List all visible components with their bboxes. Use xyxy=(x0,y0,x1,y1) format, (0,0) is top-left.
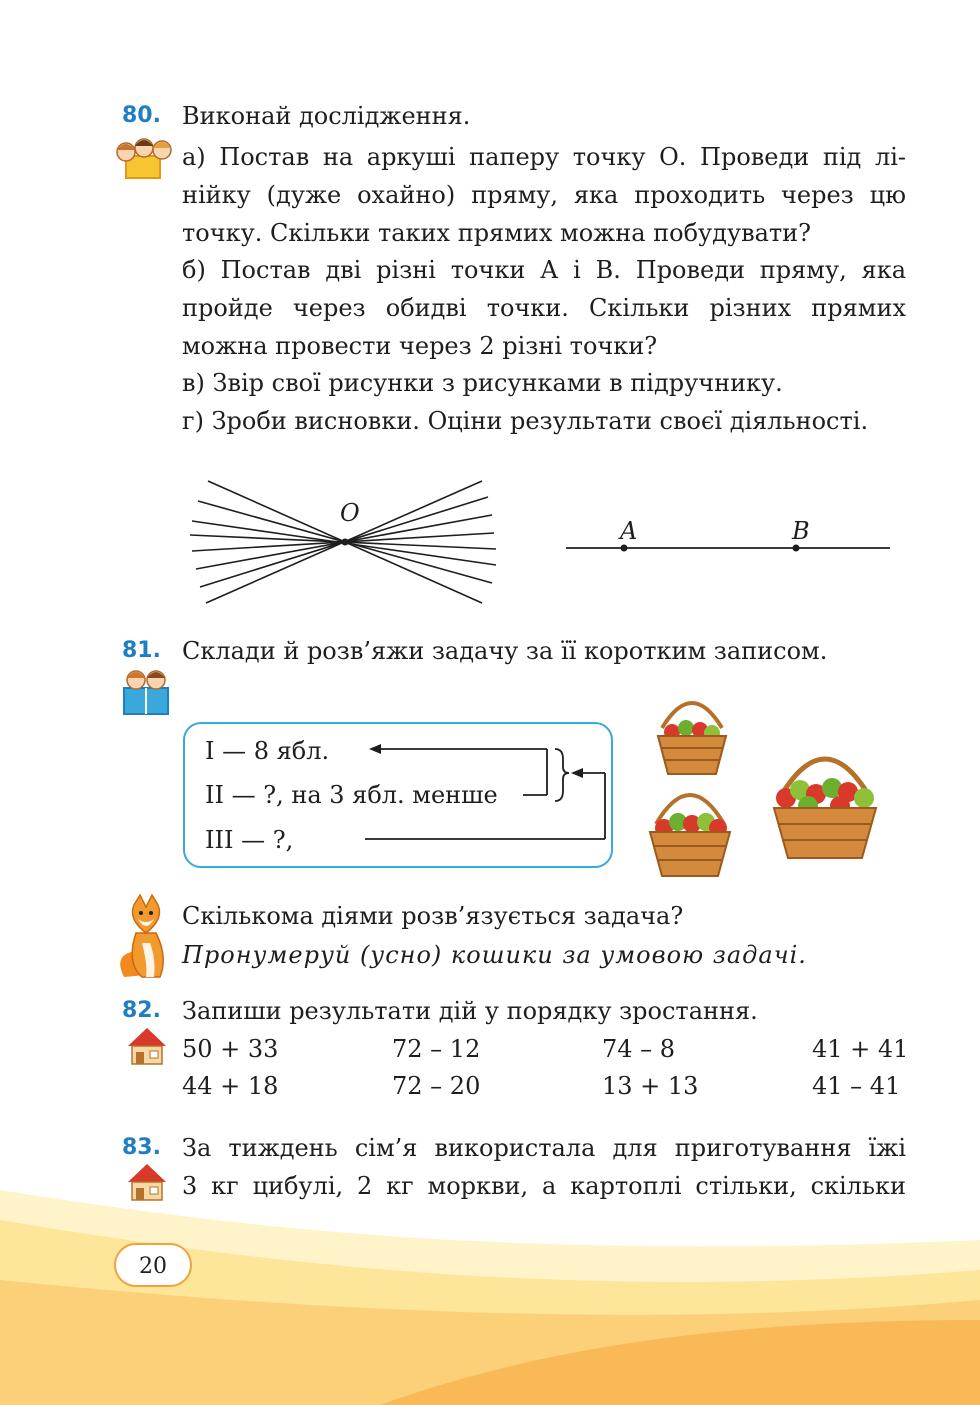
line-through-a-b-figure xyxy=(564,538,894,558)
exercise-81-title: Склади й розв’яжи задачу за її коротким записом. xyxy=(182,637,828,665)
record-row-1: І — 8 ябл. xyxy=(205,737,330,765)
expression-1-2: 72 – 12 xyxy=(392,1035,481,1063)
children-reading-icon xyxy=(110,132,174,182)
expression-2-4: 41 – 41 xyxy=(812,1072,901,1100)
house-icon xyxy=(126,1026,168,1066)
exercise-81-question-1: Скількома діями розв’язується задача? xyxy=(182,902,684,930)
children-reading-icon xyxy=(118,664,174,716)
expression-2-1: 44 + 18 xyxy=(182,1072,279,1100)
record-row-2: ІІ — ?, на 3 ябл. менше xyxy=(205,781,498,809)
exercise-80-b-line3: можна провести через 2 різні точки? xyxy=(182,332,658,360)
apple-basket-icon xyxy=(652,688,732,780)
record-arrows xyxy=(365,735,615,845)
label-point-a: A xyxy=(620,517,638,545)
exercise-80-c: в) Звір свої рисунки з рисунками в підручнику. xyxy=(182,369,783,397)
record-row-3: ІІІ — ?, xyxy=(205,826,294,854)
exercise-80-b-line1: б) Постав дві різні точки А і В. Проведи пряму, яка xyxy=(182,256,906,284)
exercise-80-number: 80. xyxy=(122,103,161,128)
label-point-b: B xyxy=(792,517,810,545)
expression-1-4: 41 + 41 xyxy=(812,1035,909,1063)
exercise-83-number: 83. xyxy=(122,1135,161,1160)
label-point-o: O xyxy=(340,499,360,527)
expression-2-3: 13 + 13 xyxy=(602,1072,699,1100)
exercise-83-line1: За тиждень сім’я використала для приготування їжі xyxy=(182,1134,906,1162)
expression-2-2: 72 – 20 xyxy=(392,1072,481,1100)
expression-1-3: 74 – 8 xyxy=(602,1035,676,1063)
exercise-81-number: 81. xyxy=(122,638,161,663)
page-number: 20 xyxy=(114,1243,192,1287)
exercise-83-line2: 3 кг цибулі, 2 кг моркви, а картоплі стільки, скільки xyxy=(182,1172,906,1200)
exercise-81-question-2: Пронумеруй (усно) кошики за умовою задачі. xyxy=(182,941,807,969)
exercise-80-a-line2: нійку (дуже охайно) пряму, яка проходить через цю xyxy=(182,181,906,209)
exercise-82-title: Запиши результати дій у порядку зростання. xyxy=(182,997,758,1025)
apple-basket-icon xyxy=(646,778,734,882)
house-icon xyxy=(126,1162,168,1202)
point-o xyxy=(342,539,349,546)
fox-icon xyxy=(116,893,178,983)
exercise-80-a-line1: а) Постав на аркуші паперу точку О. Проведи під лі- xyxy=(182,143,906,171)
exercise-80-title: Виконай дослідження. xyxy=(182,102,471,130)
exercise-80-b-line2: пройде через обидві точки. Скільки різних прямих xyxy=(182,294,906,322)
apple-basket-icon xyxy=(770,738,880,864)
expression-1-1: 50 + 33 xyxy=(182,1035,279,1063)
lines-through-point-o-figure xyxy=(190,475,510,615)
exercise-82-number: 82. xyxy=(122,998,161,1023)
exercise-80-d: г) Зроби висновки. Оціни результати своєї діяльності. xyxy=(182,407,869,435)
exercise-80-a-line3: точку. Скільки таких прямих можна побудувати? xyxy=(182,219,812,247)
